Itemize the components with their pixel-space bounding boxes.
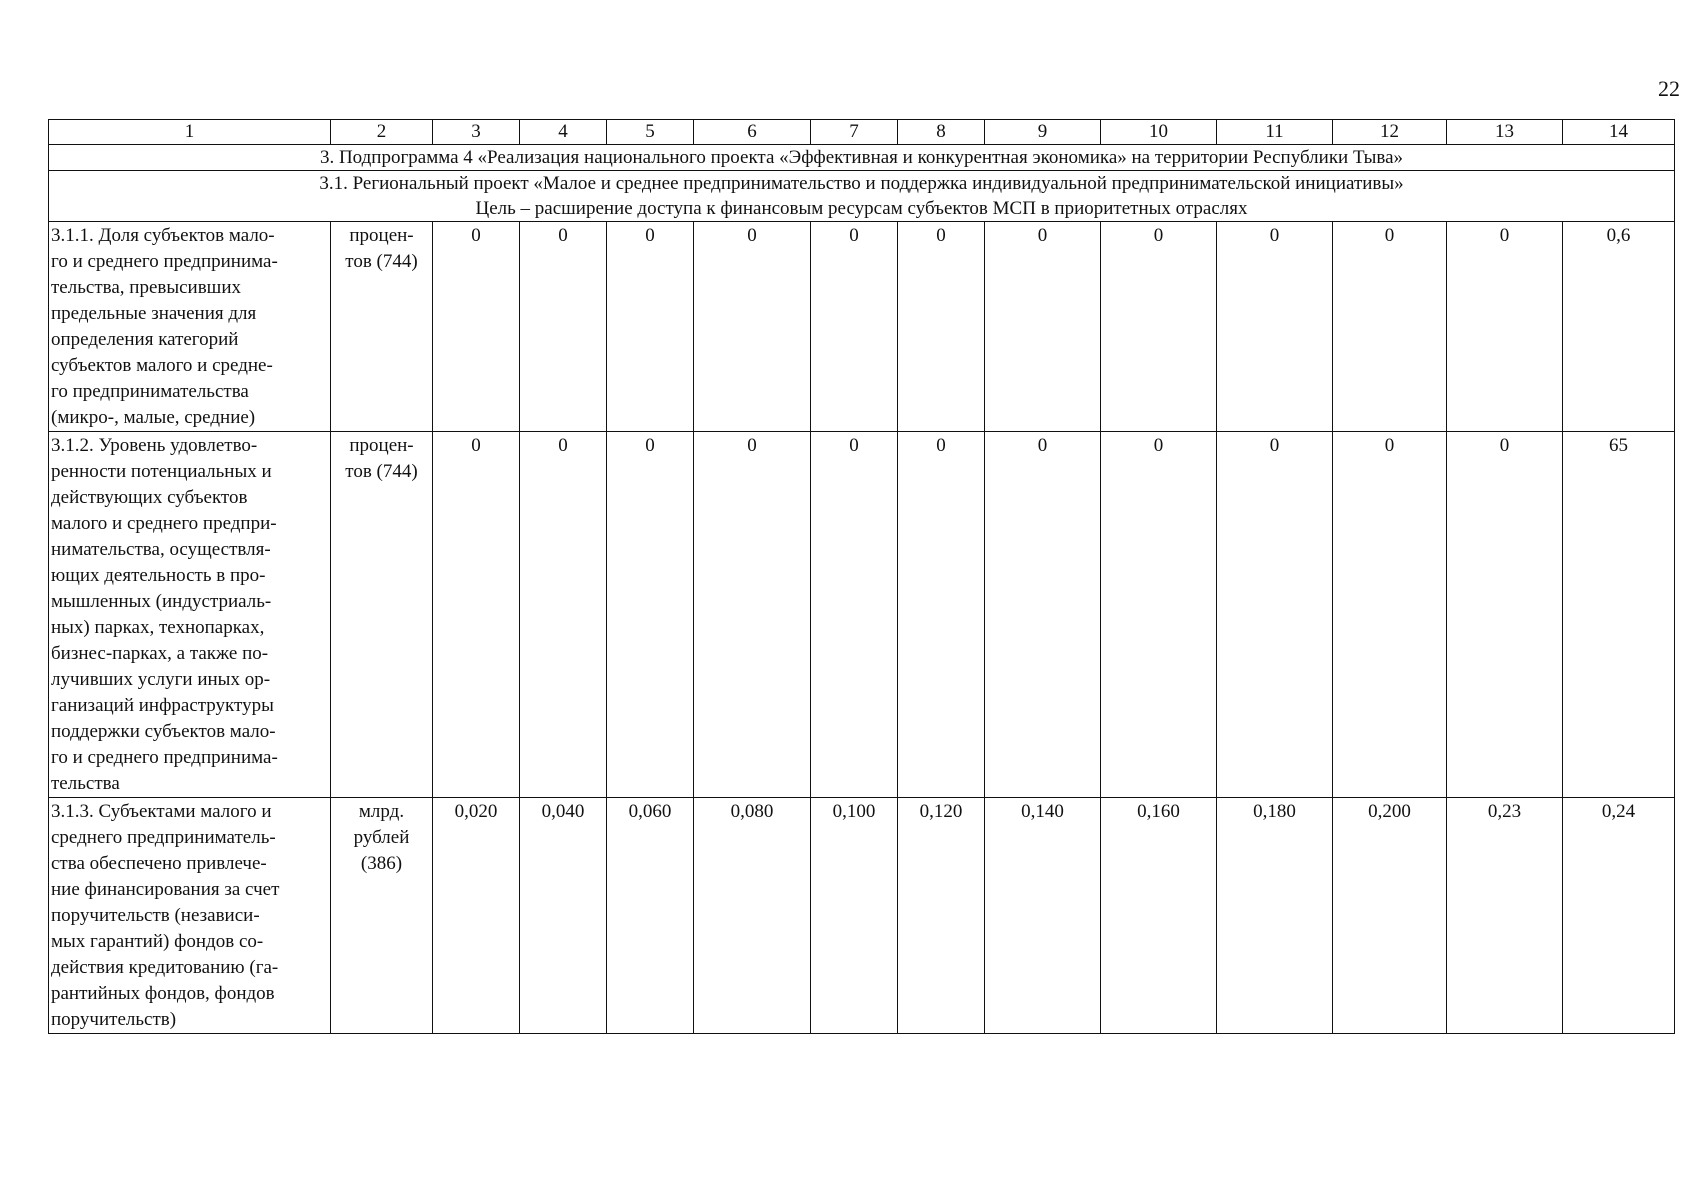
value-cell: 0	[898, 432, 985, 798]
column-number-cell: 4	[520, 120, 607, 145]
indicator-line: (микро-, малые, средние)	[51, 407, 256, 428]
page-number: 22	[1658, 76, 1680, 101]
indicator-line: ганизаций инфраструктуры	[51, 695, 274, 716]
indicator-cell	[49, 432, 331, 798]
indicator-line: действия кредитованию (га-	[51, 957, 279, 978]
indicator-line: поручительств (независи-	[51, 905, 260, 926]
unit-line: тов (744)	[345, 251, 418, 272]
table-row	[49, 222, 1675, 432]
column-number-cell: 8	[898, 120, 985, 145]
value-cell: 0,23	[1447, 798, 1563, 1034]
unit-line: тов (744)	[345, 461, 418, 482]
indicator-line: го и среднего предпринима-	[51, 747, 278, 768]
indicator-line: субъектов малого и средне-	[51, 355, 273, 376]
value-cell: 0,140	[985, 798, 1101, 1034]
indicator-line: поручительств)	[51, 1009, 177, 1030]
value-cell: 0	[1333, 222, 1447, 432]
value-cell: 0,120	[898, 798, 985, 1034]
value-cell: 0	[694, 432, 811, 798]
value-cell: 0	[1101, 432, 1217, 798]
value-cell: 0	[1333, 432, 1447, 798]
regional-project-title: 3.1. Региональный проект «Малое и среднее предпринимательство и поддержка индивидуальной предпринимательской инициативы»	[319, 173, 1404, 194]
unit-line: млрд.	[358, 801, 405, 822]
table-row	[49, 798, 1675, 1034]
indicator-line: ние финансирования за счет	[51, 879, 280, 900]
indicator-line: ренности потенциальных и	[51, 461, 272, 482]
column-number-cell: 6	[694, 120, 811, 145]
value-cell: 0	[811, 222, 898, 432]
indicator-line: определения категорий	[51, 329, 239, 350]
unit-cell	[331, 432, 433, 798]
value-cell: 0	[1217, 432, 1333, 798]
column-number-cell: 9	[985, 120, 1101, 145]
indicator-line: среднего предприниматель-	[51, 827, 276, 848]
unit-line: процен-	[349, 225, 414, 246]
value-cell: 0	[520, 432, 607, 798]
unit-line: процен-	[349, 435, 414, 456]
indicator-line: го и среднего предпринима-	[51, 251, 278, 272]
value-cell: 0	[433, 432, 520, 798]
indicator-line: предельные значения для	[51, 303, 257, 324]
value-cell: 0	[1217, 222, 1333, 432]
subprogram-row	[49, 145, 1675, 171]
unit-cell	[331, 222, 433, 432]
regional-project-goal: Цель – расширение доступа к финансовым ресурсам субъектов МСП в приоритетных отраслях	[475, 198, 1248, 219]
value-cell: 0,060	[607, 798, 694, 1034]
unit-cell	[331, 798, 433, 1034]
indicator-line: мышленных (индустриаль-	[51, 591, 272, 612]
column-number-cell: 12	[1333, 120, 1447, 145]
indicator-line: лучивших услуги иных ор-	[51, 669, 271, 690]
value-cell: 0	[898, 222, 985, 432]
indicator-line: малого и среднего предпри-	[51, 513, 277, 534]
indicator-line: тельства	[51, 773, 120, 794]
value-cell: 0	[811, 432, 898, 798]
column-number-cell: 7	[811, 120, 898, 145]
value-cell: 0	[1101, 222, 1217, 432]
indicator-line: 3.1.3. Субъектами малого и	[51, 801, 272, 822]
value-cell: 0	[433, 222, 520, 432]
indicator-line: нимательства, осуществля-	[51, 539, 271, 560]
value-cell: 0,040	[520, 798, 607, 1034]
value-cell: 65	[1563, 432, 1675, 798]
indicator-line: тельства, превысивших	[51, 277, 241, 298]
indicator-cell	[49, 222, 331, 432]
indicator-line: мых гарантий) фондов со-	[51, 931, 264, 952]
column-number-cell: 14	[1563, 120, 1675, 145]
indicator-line: действующих субъектов	[51, 487, 248, 508]
value-cell: 0,24	[1563, 798, 1675, 1034]
regional-project-row	[49, 171, 1675, 222]
value-cell: 0	[520, 222, 607, 432]
column-number-cell: 3	[433, 120, 520, 145]
indicator-cell	[49, 798, 331, 1034]
column-number-cell: 1	[49, 120, 331, 145]
unit-line: рублей	[353, 827, 410, 848]
regional-project-cell	[49, 171, 1675, 222]
value-cell: 0,080	[694, 798, 811, 1034]
indicator-line: 3.1.1. Доля субъектов мало-	[51, 225, 275, 246]
column-number-cell: 10	[1101, 120, 1217, 145]
indicator-line: поддержки субъектов мало-	[51, 721, 276, 742]
value-cell: 0,180	[1217, 798, 1333, 1034]
value-cell: 0,020	[433, 798, 520, 1034]
indicator-line: рантийных фондов, фондов	[51, 983, 275, 1004]
indicators-table	[48, 119, 1675, 1034]
value-cell: 0,160	[1101, 798, 1217, 1034]
column-number-cell: 2	[331, 120, 433, 145]
table-row	[49, 432, 1675, 798]
value-cell: 0,100	[811, 798, 898, 1034]
value-cell: 0	[607, 432, 694, 798]
value-cell: 0	[985, 432, 1101, 798]
unit-line: (386)	[360, 853, 403, 874]
column-number-row	[49, 120, 1675, 145]
value-cell: 0,200	[1333, 798, 1447, 1034]
subprogram-title: 3. Подпрограмма 4 «Реализация национального проекта «Эффективная и конкурентная экономика» на территории Республики Тыва»	[49, 145, 1675, 171]
value-cell: 0	[985, 222, 1101, 432]
value-cell: 0	[1447, 222, 1563, 432]
indicator-line: бизнес-парках, а также по-	[51, 643, 269, 664]
column-number-cell: 5	[607, 120, 694, 145]
value-cell: 0	[1447, 432, 1563, 798]
indicator-line: го предпринимательства	[51, 381, 249, 402]
indicator-line: ющих деятельность в про-	[51, 565, 266, 586]
column-number-cell: 13	[1447, 120, 1563, 145]
indicator-line: ных) парках, технопарках,	[51, 617, 265, 638]
indicator-line: 3.1.2. Уровень удовлетво-	[51, 435, 258, 456]
column-number-cell: 11	[1217, 120, 1333, 145]
value-cell: 0	[694, 222, 811, 432]
value-cell: 0	[607, 222, 694, 432]
value-cell: 0,6	[1563, 222, 1675, 432]
indicator-line: ства обеспечено привлече-	[51, 853, 267, 874]
